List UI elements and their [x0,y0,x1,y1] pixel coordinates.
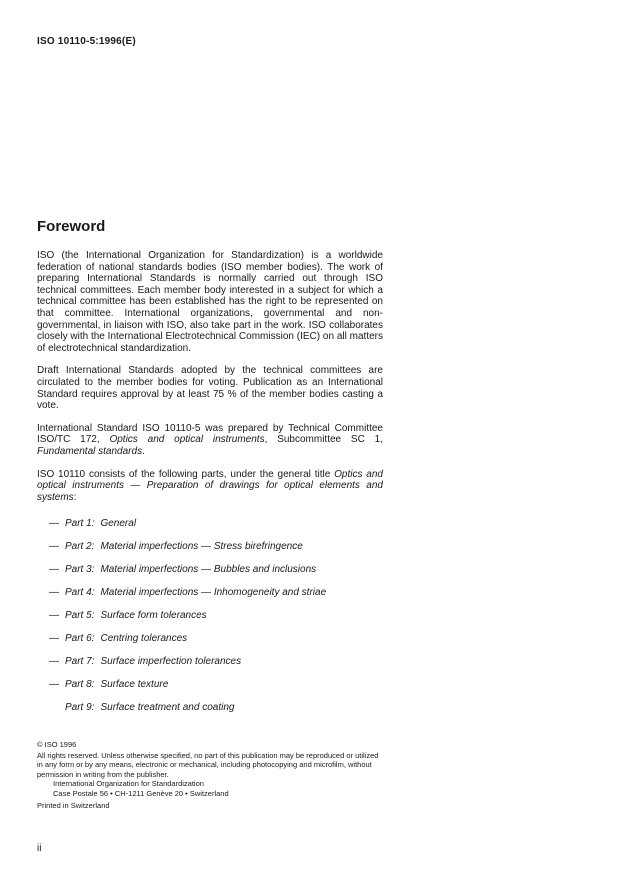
text-segment: . [142,445,145,457]
subcommittee-title: Fundamental standards [37,445,143,457]
paragraph-iso-intro: ISO (the International Organization for Standardization) is a worldwide federation of national standards bodies (ISO member bodies). The work of preparing International Standards is normally carried out through ISO technical committees. Each member body interested in a subject for which a technical committee has been established has the right to be represented on that committee. International organizations, governmental and non-governmental, in liaison with ISO, also take part in the work. ISO collaborates closely with the International Electrotechnical Commission (IEC) on all matters of electrotechnical standardization. [37,250,383,354]
dash-bullet: — [49,564,59,576]
list-item [37,587,383,610]
list-item [37,679,383,702]
text-segment: ISO 10110 consists of the following parts, under the general title [37,468,335,480]
part-title: Surface imperfection tolerances [100,656,242,668]
list-item [37,633,383,656]
list-item [37,564,383,587]
list-item [37,656,383,679]
part-title: Centring tolerances [100,633,188,645]
dash-bullet: — [49,541,59,553]
dash-bullet: — [49,518,59,530]
text-segment: International Standard ISO 10110-5 was prepared by Technical Committee ISO/TC 172, [37,422,383,446]
part-number: Part 8: [65,679,95,691]
dash-bullet: — [49,587,59,599]
parts-list [37,518,383,725]
part-number: Part 4: [65,587,95,599]
list-item [37,610,383,633]
page-title: Foreword [37,218,106,235]
postal-address: Case Postale 56 • CH-1211 Genève 20 • Switzerland [53,788,229,798]
part-number: Part 3: [65,564,95,576]
text-segment: , Subcommittee SC 1, [264,434,383,446]
dash-bullet: — [49,679,59,691]
printed-in: Printed in Switzerland [37,800,110,810]
list-item [37,702,383,725]
part-number: Part 6: [65,633,95,645]
part-title: Material imperfections — Bubbles and inclusions [100,564,317,576]
document-id: ISO 10110-5:1996(E) [37,36,136,47]
organization-name: International Organization for Standardization [53,779,204,789]
list-item [37,541,383,564]
part-title: Surface texture [100,679,169,691]
part-title: General [100,518,137,530]
part-title: Material imperfections — Stress birefringence [100,541,303,553]
dash-bullet: — [49,656,59,668]
dash-bullet: — [49,610,59,622]
part-number: Part 1: [65,518,95,530]
foreword-body [37,250,383,725]
general-title: Optics and optical instruments — Preparation of drawings for optical elements and systems [37,468,383,503]
part-number: Part 5: [65,610,95,622]
list-item [37,518,383,541]
copyright-line: © ISO 1996 [37,740,77,749]
paragraph-parts-intro [37,469,383,504]
text-segment: : [73,491,77,503]
paragraph-draft-standards: Draft International Standards adopted by the technical committees are circulated to the member bodies for voting. Publication as an International Standard requires approval by at least 75 % of the member bodies casting a vote. [37,365,383,412]
part-number: Part 9: [65,702,95,714]
part-number: Part 2: [65,541,95,553]
page-number: ii [37,843,42,854]
part-number: Part 7: [65,656,95,668]
part-title: Surface treatment and coating [100,702,235,714]
rights-notice: All rights reserved. Unless otherwise specified, no part of this publication may be reproduced or utilized in any form or by any means, electronic or mechanical, including photocopying and microfilm, without permission in writing from the publisher. [37,750,379,779]
part-title: Surface form tolerances [100,610,207,622]
committee-title: Optics and optical instruments [109,434,265,446]
part-title: Material imperfections — Inhomogeneity and striae [100,587,327,599]
copyright-block [37,740,383,810]
paragraph-prepared-by [37,423,383,458]
dash-bullet: — [49,633,59,645]
